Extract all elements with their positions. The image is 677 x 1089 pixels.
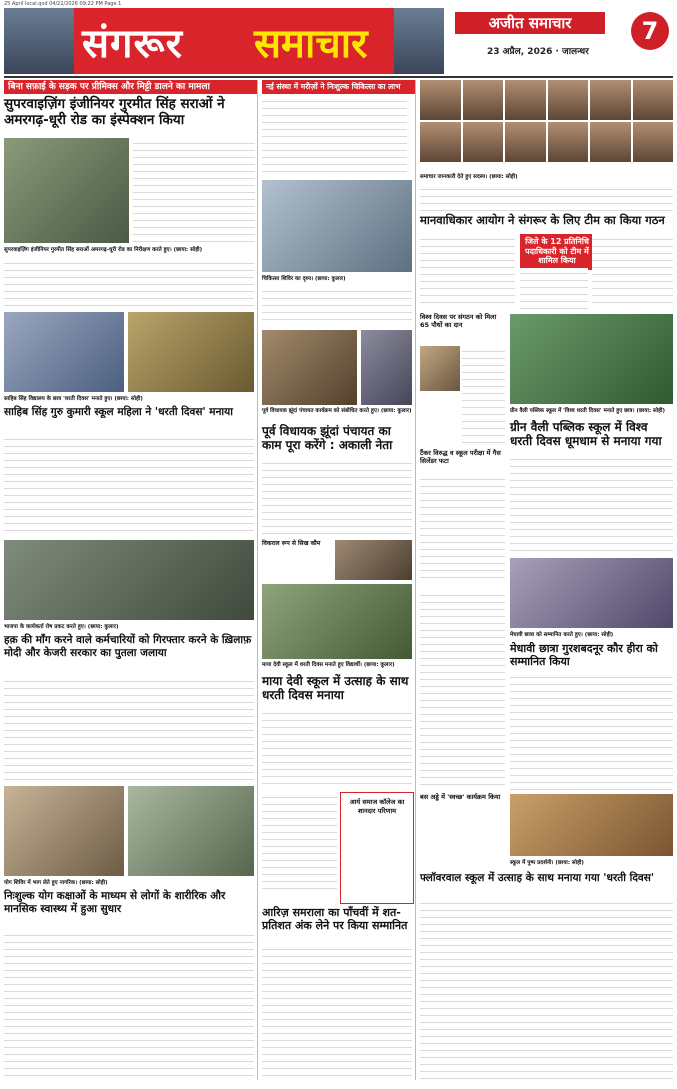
lead-caption: सुपरवाइज़िंग इंजीनियर गुरमीत सिंह सराओं अमरगढ़-धूरी रोड का निरीक्षण करते हुए। (छाया: सोही) [4,247,203,253]
flower-photo [510,794,673,856]
camp-kicker: नई संस्था में मरीज़ों ने निःशुल्क चिकित्सा का लाभ [262,80,415,94]
school-photo-1 [4,312,124,392]
school-body-text [4,434,254,534]
school-caption: साहिब सिंह विद्यालय के छात्र 'धरती दिवस' मनाते हुए। (छाया: सोही) [4,396,143,402]
member-photo [590,80,631,120]
small-body-text [262,792,337,892]
yoga-body-text [4,930,254,1080]
small-news-body [420,590,505,790]
member-photo [633,80,674,120]
member-photo [590,122,631,162]
lead-body-text-2 [4,258,254,308]
maya-body-text [262,708,412,788]
maya-headline: माया देवी स्कूल में उत्साह के साथ धरती दिवस मनाया [262,674,409,703]
masthead-photo-left [4,8,74,74]
award-headline: मेधावी छात्रा गुरशबदनूर कौर हीरा को सम्मानित किया [510,642,658,669]
jhoondan-body-text [262,458,412,538]
school-headline: साहिब सिंह गुरु कुमारी स्कूल महिला ने 'धरती दिवस' मनाया [4,406,233,418]
meeting-caption: पूर्व विधायक झूंदां पंचायत कार्यक्रम को संबोधित करते हुए। (छाया: कुलार) [262,408,412,414]
lead-body-text-1 [133,138,255,243]
member-photo [505,122,546,162]
gv-body-text [510,454,673,554]
lead-headline: सुपरवाइज़िंग इंजीनियर गुरमीत सिंह सराओं ने अमरगढ़-धूरी रोड का इंस्पेक्शन किया [4,96,225,129]
dateline: 23 अप्रैल, 2026 · जालन्धर [487,47,589,57]
results-body-text [262,944,412,1082]
masthead-title-right: समाचार [254,20,368,67]
small-news-1: विश्व दिवस पर संगठन को मिला 65 पौधों का दान [420,313,497,329]
human-rights-body-1 [420,234,515,309]
human-rights-body-3 [592,234,673,309]
human-rights-headline: मानवाधिकार आयोग ने संगरूर के लिए टीम का किया गठन [420,213,665,227]
award-caption: मेधावी छात्रा को सम्मानित करते हुए। (छाया: सोही) [510,632,614,638]
member-photo [420,80,461,120]
flower-body-text [420,898,673,1082]
column-divider [415,80,416,1080]
masthead-title-left: संगरूर [82,20,183,67]
members-caption: समाचार जानकारी देते हुए सदस्य। (छाया: सोही) [420,174,518,180]
yoga-caption: योग शिविर में भाग लेते हुए नागरिक। (छाया: सोही) [4,880,108,886]
camp-body-text [262,96,407,176]
camp-caption: चिकित्सा शिविर का दृश्य। (छाया: कुलार) [262,276,346,282]
masthead-banner [4,8,444,74]
award-body-text [510,672,673,790]
flower-headline: फ्लॉवरवाल स्कूल में उत्साह के साथ मनाया गया 'धरती दिवस' [420,872,655,884]
small-news-2: बस अड्डे में 'स्वच्छ' कार्यक्रम किया [420,793,501,801]
results-headline: आरिज़ समराला का पाँचवीं में शत-प्रतिशत अंक लेने पर किया सम्मानित [262,906,408,933]
protest-headline: हक़ की माँग करने वाले कर्मचारियों को गिरफ्तार करने के ख़िलाफ़ मोदी और केजरी सरकार का पुतला जलाया [4,634,252,659]
member-photo [548,80,589,120]
bottom-box [340,792,414,904]
gv-caption: ग्रीन वैली पब्लिक स्कूल में 'विश्व धरती दिवस' मनाते हुए छात्र। (छाया: सोही) [510,408,665,414]
small-news-4: विकराल रूप से सिख कौम [262,540,321,547]
protest-caption: भाजपा के कार्यकर्ता रोष प्रकट करते हुए। (छाया: कुलार) [4,624,119,630]
small-news-3-body [420,474,505,584]
gv-photo [510,314,673,404]
meeting-photo-2 [361,330,412,405]
member-photo [463,122,504,162]
yoga-headline: निःशुल्क योग कक्षाओं के माध्यम से लोगों के शारीरिक और मानसिक स्वास्थ्य में हुआ सुधार [4,890,226,915]
meeting-photo-1 [262,330,357,405]
camp-body-text-2 [262,286,412,326]
award-photo [510,558,673,628]
masthead-divider [4,76,673,78]
page-number-badge: 7 [631,12,669,50]
maya-caption: माया देवी स्कूल में धरती दिवस मनाते हुए विद्यार्थी। (छाया: कुलार) [262,662,395,668]
human-rights-highlight-box: जिले के 12 प्रतिनिधि पदाधिकारी को टीम में शामिल किया [520,234,594,270]
small-photo [335,540,412,580]
member-photo [548,122,589,162]
school-photo-2 [128,312,254,392]
members-photo-grid [420,80,673,162]
small-news-1-body [462,346,505,446]
camp-photo [262,180,412,272]
human-rights-body-2 [520,268,588,309]
member-photo [463,80,504,120]
jhoondan-headline: पूर्व विधायक झूंदां पंचायत का काम पूरा करेंगे : अकाली नेता [262,424,393,453]
member-photo [420,122,461,162]
lead-photo [4,138,129,243]
lead-kicker: बिना सफ़ाई के सड़क पर प्रीमिक्स और मिट्टी डालने का मामला [4,80,257,94]
small-news-3: टैंकर विरुद्ध व स्कूल परीक्षा में गैस सिलेंडर फटा [420,449,501,465]
column-divider [257,80,258,1080]
bottom-box-text: आर्य समाज कॉलेज का शानदार परिणाम [349,798,405,815]
yoga-photo-1 [4,786,124,876]
small-portrait [420,346,460,391]
page-slug: 25 April local.qxd 04/22/2026 09:22 PM Page 1 [4,1,122,7]
brand-logo: अजीत समाचार [455,12,605,34]
maya-photo [262,584,412,659]
member-photo [633,122,674,162]
yoga-photo-2 [128,786,254,876]
gv-headline: ग्रीन वैली पब्लिक स्कूल में विश्व धरती दिवस धूमधाम से मनाया गया [510,420,662,449]
protest-photo [4,540,254,620]
masthead-photo-right [394,8,444,74]
flower-caption: स्कूल में पुष्प प्रदर्शनी। (छाया: सोही) [510,860,584,866]
members-names-text [420,184,673,212]
protest-body-text [4,676,254,781]
member-photo [505,80,546,120]
masthead-brand-area [447,8,673,74]
